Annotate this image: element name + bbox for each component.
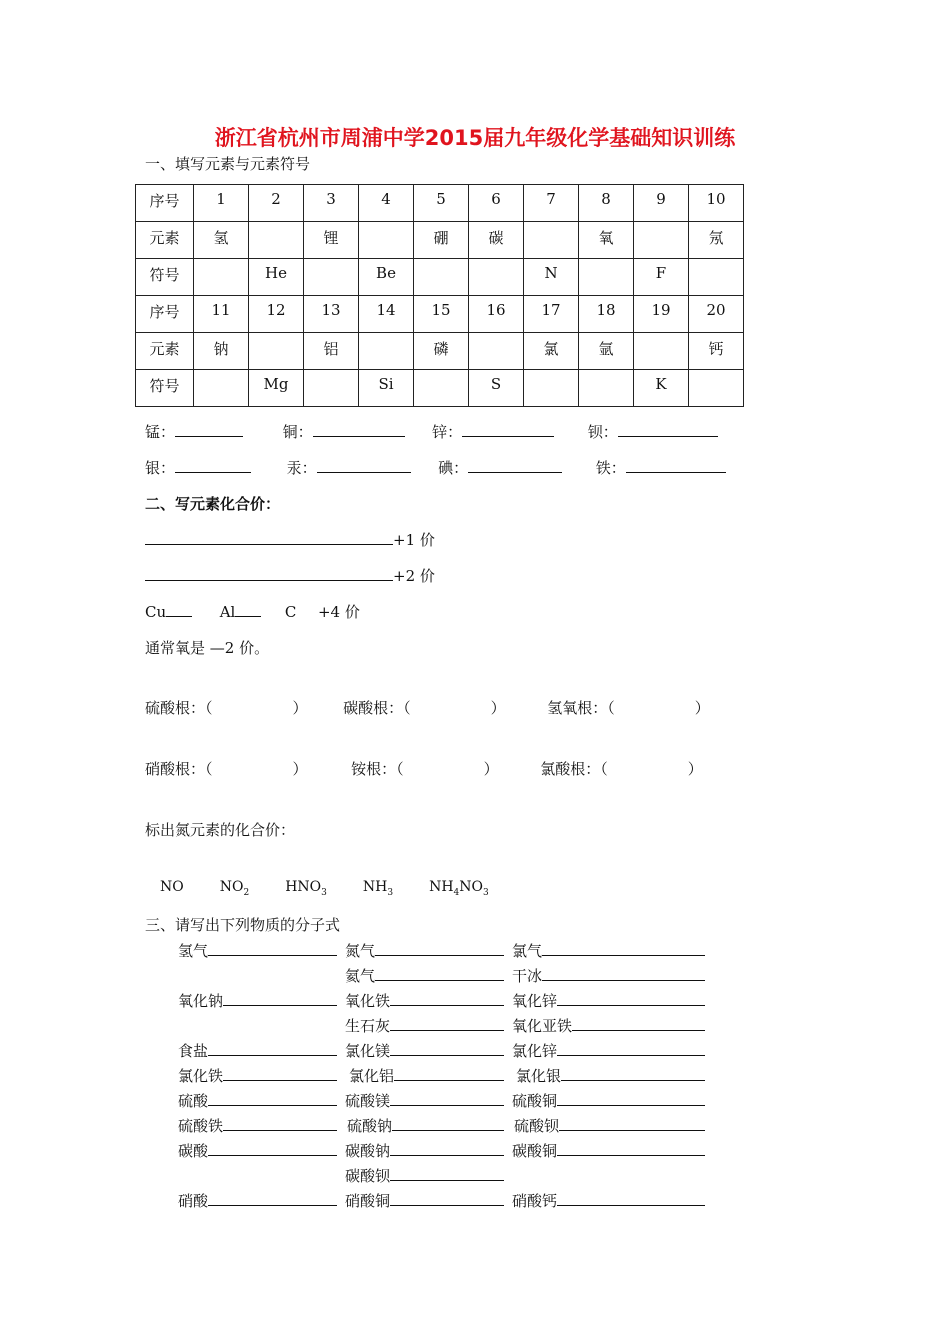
- table-row: [136, 370, 744, 407]
- formula-blank[interactable]: [557, 1191, 705, 1206]
- table-cell: 13: [304, 296, 359, 333]
- formula-blank[interactable]: [223, 1066, 337, 1081]
- label-nitrate: 硝酸根：: [145, 760, 206, 778]
- c-label: C: [284, 603, 297, 621]
- label-ammonium: 铵根：: [351, 760, 397, 778]
- formula-prompt: [516, 1065, 705, 1086]
- row-header-cell: 序号: [136, 185, 194, 222]
- table-cell[interactable]: [414, 259, 469, 296]
- formula-item: $NO_2$: [219, 879, 250, 898]
- formula-prompt: [178, 1140, 337, 1161]
- extra-row-1: [145, 421, 718, 442]
- substance-label: 硫酸铁: [178, 1117, 224, 1135]
- label-zinc: 锌：: [432, 423, 463, 441]
- formula-blank[interactable]: [390, 1191, 504, 1206]
- formula-prompt: [345, 1015, 504, 1036]
- table-cell[interactable]: [359, 333, 414, 370]
- formula-prompt: [345, 990, 504, 1011]
- table-cell[interactable]: [689, 259, 744, 296]
- table-cell: Mg: [249, 370, 304, 407]
- table-cell[interactable]: [414, 370, 469, 407]
- blank-barium[interactable]: [618, 422, 718, 437]
- formula-prompt: [349, 1065, 504, 1086]
- table-cell[interactable]: [579, 259, 634, 296]
- table-cell: K: [634, 370, 689, 407]
- table-cell: Be: [359, 259, 414, 296]
- table-cell: 15: [414, 296, 469, 333]
- table-cell[interactable]: [469, 259, 524, 296]
- formula-prompt: [345, 940, 504, 961]
- table-cell: F: [634, 259, 689, 296]
- formula-prompt: [512, 1090, 705, 1111]
- label-copper: 铜：: [282, 423, 313, 441]
- extra-row-2: [145, 457, 726, 478]
- cu-label: Cu: [145, 603, 167, 621]
- formula-prompt: [178, 1190, 337, 1211]
- table-row: [136, 222, 744, 259]
- table-cell: N: [524, 259, 579, 296]
- formula-item: $NH_4NO_3$: [429, 879, 489, 898]
- formula-prompt: [512, 965, 705, 986]
- blank-valence-plus1[interactable]: [145, 530, 393, 545]
- table-cell: 1: [194, 185, 249, 222]
- formula-prompt: [178, 940, 337, 961]
- formula-prompt: [347, 1115, 504, 1136]
- table-row: [136, 296, 744, 333]
- substance-label: 生石灰: [345, 1017, 391, 1035]
- al-label: Al: [219, 603, 236, 621]
- blank-iodine[interactable]: [468, 458, 562, 473]
- table-cell: He: [249, 259, 304, 296]
- table-cell[interactable]: [634, 333, 689, 370]
- table-cell: 3: [304, 185, 359, 222]
- substance-label: 碳酸铜: [512, 1142, 558, 1160]
- label-manganese: 锰：: [145, 423, 176, 441]
- blank-cu[interactable]: [166, 602, 192, 617]
- substance-label: 氮气: [345, 942, 376, 960]
- table-cell: 磷: [414, 333, 469, 370]
- formula-prompt: [512, 1015, 705, 1036]
- formula-blank[interactable]: [392, 1116, 504, 1131]
- formula-prompt: [345, 1140, 504, 1161]
- substance-label: 硫酸: [178, 1092, 209, 1110]
- substance-label: 硫酸钠: [347, 1117, 393, 1135]
- substance-label: 氦气: [345, 967, 376, 985]
- table-cell[interactable]: [689, 370, 744, 407]
- formula-blank[interactable]: [572, 1016, 705, 1031]
- blank-manganese[interactable]: [175, 422, 243, 437]
- table-cell[interactable]: [304, 370, 359, 407]
- table-cell: 7: [524, 185, 579, 222]
- substance-label: 氢气: [178, 942, 209, 960]
- row-header-cell: 符号: [136, 370, 194, 407]
- formula-prompt: [345, 1090, 504, 1111]
- formula-blank[interactable]: [559, 1116, 705, 1131]
- table-cell: 2: [249, 185, 304, 222]
- table-cell: 20: [689, 296, 744, 333]
- table-cell: 9: [634, 185, 689, 222]
- valence-plus2-label: +2 价: [393, 567, 435, 585]
- substance-label: 干冰: [512, 967, 543, 985]
- substance-label: 碳酸: [178, 1142, 209, 1160]
- formula-blank[interactable]: [208, 1141, 337, 1156]
- formula-blank[interactable]: [390, 1041, 504, 1056]
- table-row: [136, 333, 744, 370]
- page-title: 浙江省杭州市周浦中学2015届九年级化学基础知识训练: [214, 126, 736, 150]
- blank-al[interactable]: [235, 602, 261, 617]
- substance-label: 硫酸钡: [514, 1117, 560, 1135]
- table-cell[interactable]: [304, 259, 359, 296]
- blank-mercury[interactable]: [317, 458, 411, 473]
- table-cell: Si: [359, 370, 414, 407]
- formula-blank[interactable]: [390, 1091, 504, 1106]
- valence-line-1: [145, 529, 435, 550]
- substance-label: 氯化银: [516, 1067, 562, 1085]
- formula-blank[interactable]: [557, 1141, 705, 1156]
- formula-prompt: [178, 990, 337, 1011]
- substance-label: 硫酸铜: [512, 1092, 558, 1110]
- substance-label: 食盐: [178, 1042, 209, 1060]
- formula-blank[interactable]: [208, 941, 337, 956]
- row-header-cell: 元素: [136, 333, 194, 370]
- table-cell: 碳: [469, 222, 524, 259]
- substance-label: 氯化铝: [349, 1067, 395, 1085]
- formula-prompt: [514, 1115, 705, 1136]
- formula-prompt: [512, 990, 705, 1011]
- row-header-cell: 元素: [136, 222, 194, 259]
- table-cell[interactable]: [634, 222, 689, 259]
- table-cell: 6: [469, 185, 524, 222]
- table-cell: 铝: [304, 333, 359, 370]
- label-chlorate: 氯酸根：: [540, 760, 601, 778]
- formula-prompt: [178, 1115, 337, 1136]
- formula-blank[interactable]: [208, 1091, 337, 1106]
- formula-prompt: [512, 1040, 705, 1061]
- table-cell: 氩: [579, 333, 634, 370]
- substance-label: 氧化锌: [512, 992, 558, 1010]
- substance-label: 氯化铁: [178, 1067, 224, 1085]
- row-header-cell: 序号: [136, 296, 194, 333]
- table-cell[interactable]: [579, 370, 634, 407]
- formula-prompt: [345, 1040, 504, 1061]
- substance-label: 氧化亚铁: [512, 1017, 573, 1035]
- blank-valence-plus2[interactable]: [145, 566, 393, 581]
- formula-blank[interactable]: [375, 941, 504, 956]
- table-cell: 氖: [689, 222, 744, 259]
- substance-label: 氧化钠: [178, 992, 224, 1010]
- table-cell: S: [469, 370, 524, 407]
- formula-blank[interactable]: [208, 1041, 337, 1056]
- element-table: [135, 184, 744, 407]
- formula-blank[interactable]: [394, 1066, 504, 1081]
- valence-plus4-label: +4 价: [317, 603, 360, 621]
- table-cell[interactable]: [249, 333, 304, 370]
- formula-prompt: [345, 1190, 504, 1211]
- label-iodine: 碘：: [438, 459, 469, 477]
- nitrogen-formulas: [160, 879, 525, 898]
- table-cell: 16: [469, 296, 524, 333]
- label-barium: 钡：: [587, 423, 618, 441]
- label-hydroxide: 氢氧根：: [547, 699, 608, 717]
- radicals-row-2: 硝酸根：（ ） 铵根：（ ） 氯酸根：（ ）: [145, 760, 703, 778]
- formula-blank[interactable]: [390, 1166, 504, 1181]
- formula-blank[interactable]: [390, 1016, 504, 1031]
- blank-copper[interactable]: [313, 422, 405, 437]
- substance-label: 碳酸钠: [345, 1142, 391, 1160]
- formula-blank[interactable]: [390, 1141, 504, 1156]
- formula-blank[interactable]: [375, 966, 504, 981]
- formula-blank[interactable]: [223, 1116, 337, 1131]
- section3-heading: 三、请写出下列物质的分子式: [145, 916, 341, 934]
- substance-label: 氯气: [512, 942, 543, 960]
- table-cell: 8: [579, 185, 634, 222]
- formula-blank[interactable]: [542, 966, 705, 981]
- blank-iron[interactable]: [626, 458, 726, 473]
- formula-blank[interactable]: [542, 941, 705, 956]
- table-cell: 氯: [524, 333, 579, 370]
- blank-silver[interactable]: [175, 458, 251, 473]
- formula-prompt: [345, 1165, 504, 1186]
- valence-plus1-label: +1 价: [393, 531, 435, 549]
- table-cell: 4: [359, 185, 414, 222]
- formula-prompt: [345, 965, 504, 986]
- table-cell: 14: [359, 296, 414, 333]
- table-cell: 18: [579, 296, 634, 333]
- formula-blank[interactable]: [557, 1041, 705, 1056]
- row-header-cell: 符号: [136, 259, 194, 296]
- substance-label: 氧化铁: [345, 992, 391, 1010]
- label-silver: 银：: [145, 459, 176, 477]
- formula-item: NO: [160, 879, 184, 895]
- substance-label: 硝酸: [178, 1192, 209, 1210]
- formula-prompt: [512, 1190, 705, 1211]
- table-cell: 17: [524, 296, 579, 333]
- formula-item: $HNO_3$: [285, 879, 327, 898]
- label-carbonate: 碳酸根：: [343, 699, 404, 717]
- label-sulfate: 硫酸根：: [145, 699, 206, 717]
- valence-line-3: [145, 601, 360, 622]
- table-cell: 10: [689, 185, 744, 222]
- table-cell: 氢: [194, 222, 249, 259]
- table-row: [136, 259, 744, 296]
- section1-heading: 一、填写元素与元素符号: [145, 155, 311, 173]
- blank-zinc[interactable]: [462, 422, 554, 437]
- formula-blank[interactable]: [557, 991, 705, 1006]
- table-cell: 锂: [304, 222, 359, 259]
- table-cell[interactable]: [194, 259, 249, 296]
- table-cell[interactable]: [194, 370, 249, 407]
- label-iron: 铁：: [595, 459, 626, 477]
- substance-label: 硝酸铜: [345, 1192, 391, 1210]
- table-cell[interactable]: [359, 222, 414, 259]
- table-cell: 钙: [689, 333, 744, 370]
- formula-blank[interactable]: [208, 1191, 337, 1206]
- radicals-row-1: 硫酸根：（ ） 碳酸根：（ ） 氢氧根：（ ）: [145, 699, 710, 717]
- section2-heading: 二、写元素化合价：: [145, 495, 281, 513]
- formula-prompt: [178, 1065, 337, 1086]
- substance-label: 氯化镁: [345, 1042, 391, 1060]
- formula-prompt: [178, 1040, 337, 1061]
- oxygen-note: 通常氧是 —2 价。: [145, 639, 270, 657]
- table-row: [136, 185, 744, 222]
- table-cell: 硼: [414, 222, 469, 259]
- nitrogen-prompt: 标出氮元素的化合价：: [145, 821, 296, 839]
- table-cell[interactable]: [524, 370, 579, 407]
- formula-blank[interactable]: [561, 1066, 705, 1081]
- substance-label: 氯化锌: [512, 1042, 558, 1060]
- table-cell: 5: [414, 185, 469, 222]
- substance-label: 硝酸钙: [512, 1192, 558, 1210]
- formula-blank[interactable]: [223, 991, 337, 1006]
- table-cell: 钠: [194, 333, 249, 370]
- substance-label: 硫酸镁: [345, 1092, 391, 1110]
- table-cell[interactable]: [469, 333, 524, 370]
- table-cell: 氧: [579, 222, 634, 259]
- table-cell: 19: [634, 296, 689, 333]
- table-cell: 11: [194, 296, 249, 333]
- valence-line-2: [145, 565, 435, 586]
- formula-prompt: [512, 940, 705, 961]
- table-cell[interactable]: [524, 222, 579, 259]
- substance-label: 碳酸钡: [345, 1167, 391, 1185]
- formula-item: $NH_3$: [362, 879, 394, 898]
- formula-blank[interactable]: [390, 991, 504, 1006]
- label-mercury: 汞：: [286, 459, 317, 477]
- formula-prompt: [178, 1090, 337, 1111]
- table-cell[interactable]: [249, 222, 304, 259]
- formula-prompt: [512, 1140, 705, 1161]
- formula-blank[interactable]: [557, 1091, 705, 1106]
- table-cell: 12: [249, 296, 304, 333]
